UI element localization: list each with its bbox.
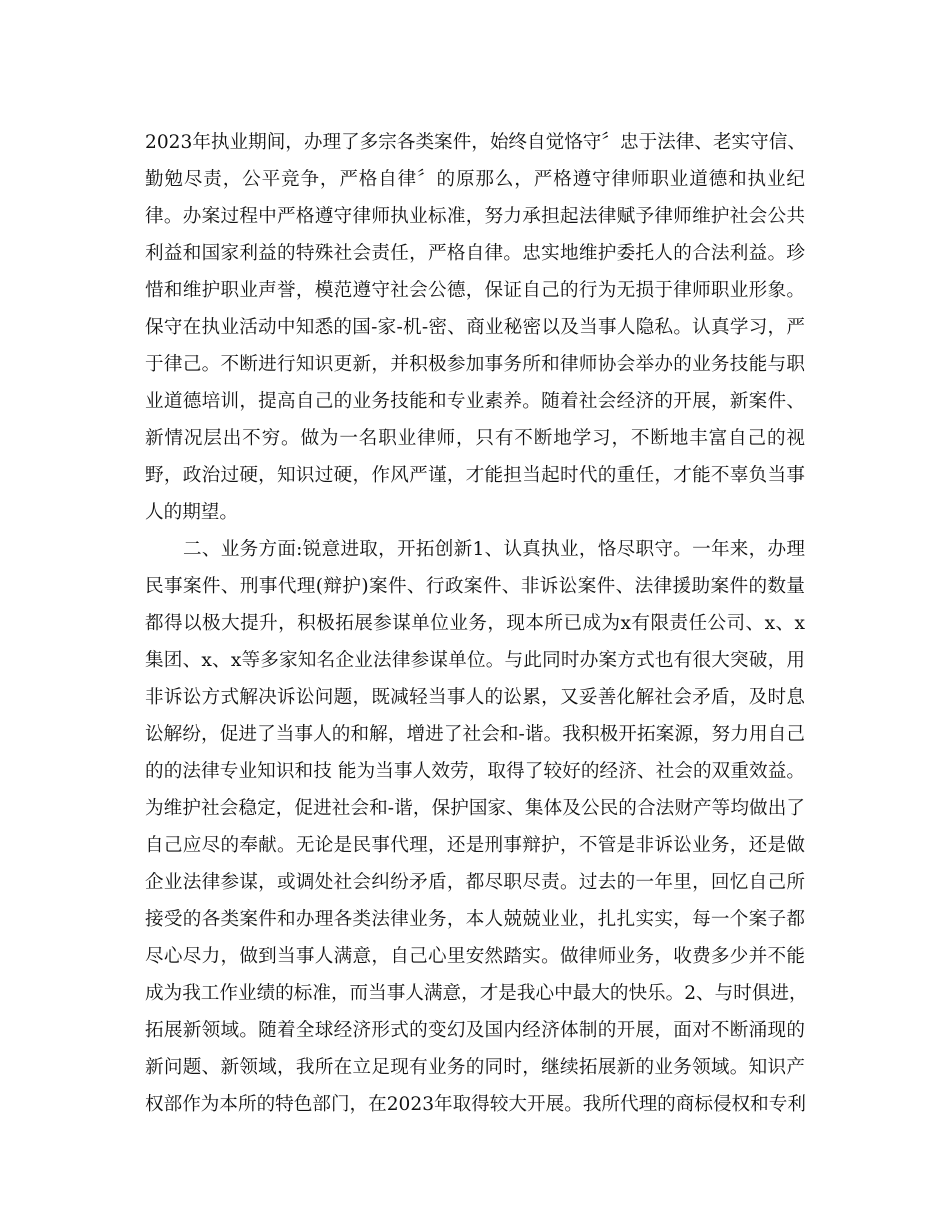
text-line: 野，政治过硬，知识过硬，作风严谨，才能担当起时代的重任，才能不辜负当事 <box>145 465 805 486</box>
text-line: 惜和维护职业声誉，模范遵守社会公德，保证自己的行为无损于律师职业形象。 <box>145 280 805 301</box>
text-line: 律。办案过程中严格遵守律师执业标准，努力承担起法律赋予律师维护社会公共 <box>145 206 805 227</box>
text-line: 讼解纷，促进了当事人的和解，增进了社会和-谐。我积极开拓案源，努力用自己 <box>145 724 805 745</box>
text-line: 权部作为本所的特色部门，在2023年取得较大开展。我所代理的商标侵权和专利 <box>145 1094 806 1115</box>
document-body <box>145 124 808 1123</box>
text-line: 成为我工作业绩的标准，而当事人满意，才是我心中最大的快乐。2、与时俱进， <box>145 983 808 1004</box>
text-line: 勤勉尽责，公平竞争，严格自律〞的原那么，严格遵守律师职业道德和执业纪 <box>145 169 805 190</box>
text-line: 接受的各类案件和办理各类法律业务，本人兢兢业业，扎扎实实，每一个案子都 <box>145 909 805 930</box>
text-line: 自己应尽的奉献。无论是民事代理，还是刑事辩护，不管是非诉讼业务，还是做 <box>145 835 805 856</box>
text-line: 尽心尽力，做到当事人满意，自己心里安然踏实。做律师业务，收费多少并不能 <box>145 946 805 967</box>
text-line: 拓展新领域。随着全球经济形式的变幻及国内经济体制的开展，面对不断涌现的 <box>145 1020 805 1041</box>
text-line: 集团、x、x等多家知名企业法律参谋单位。与此同时办案方式也有很大突破，用 <box>145 650 805 671</box>
text-line: 新问题、新领域，我所在立足现有业务的同时，继续拓展新的业务领域。知识产 <box>145 1057 805 1078</box>
text-line: 2023年执业期间，办理了多宗各类案件，始终自觉恪守〞忠于法律、老实守信、 <box>145 132 806 153</box>
text-line: 企业法律参谋，或调处社会纠纷矛盾，都尽职尽责。过去的一年里，回忆自己所 <box>145 872 805 893</box>
text-line: 为维护社会稳定，促进社会和-谐，保护国家、集体及公民的合法财产等均做出了 <box>145 798 805 819</box>
text-line: 都得以极大提升，积极拓展参谋单位业务，现本所已成为x有限责任公司、x、x <box>145 613 805 634</box>
text-line: 民事案件、刑事代理(辩护)案件、行政案件、非诉讼案件、法律援助案件的数量 <box>145 576 805 597</box>
text-line: 保守在执业活动中知悉的国-家-机-密、商业秘密以及当事人隐私。认真学习，严 <box>145 317 805 338</box>
text-line: 业道德培训，提高自己的业务技能和专业素养。随着社会经济的开展，新案件、 <box>145 391 805 412</box>
text-line: 的的法律专业知识和技 能为当事人效劳，取得了较好的经济、社会的双重效益。 <box>145 761 805 782</box>
section-heading-line: 二、业务方面:锐意进取，开拓创新1、认真执业，恪尽职守。一年来，办理 <box>183 539 805 560</box>
text-line: 于律己。不断进行知识更新，并积极参加事务所和律师协会举办的业务技能与职 <box>145 354 805 375</box>
text-line: 利益和国家利益的特殊社会责任，严格自律。忠实地维护委托人的合法利益。珍 <box>145 243 805 264</box>
text-line: 人的期望。 <box>145 502 238 523</box>
text-line: 非诉讼方式解决诉讼问题，既减轻当事人的讼累，又妥善化解社会矛盾，及时息 <box>145 687 805 708</box>
text-line: 新情况层出不穷。做为一名职业律师，只有不断地学习，不断地丰富自己的视 <box>145 428 805 449</box>
